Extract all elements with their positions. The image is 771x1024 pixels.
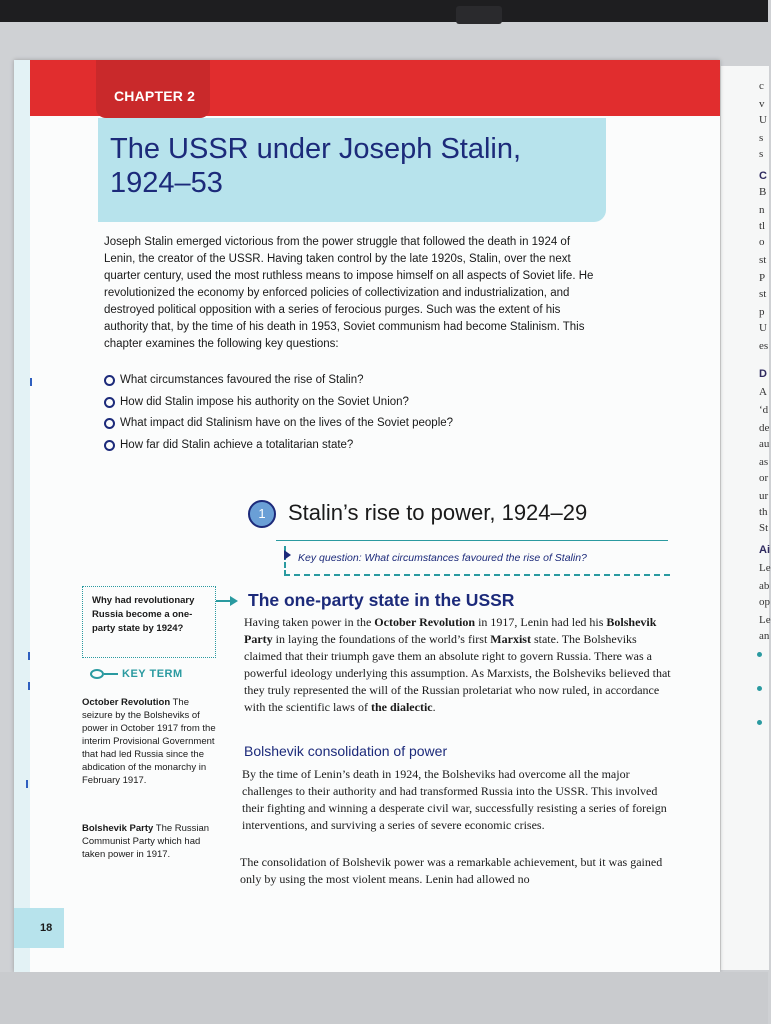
right-page-text-fragment: Le: [759, 614, 771, 626]
chapter-title: The USSR under Joseph Stalin, 1924–53: [110, 133, 522, 199]
table-surface: [0, 972, 768, 1024]
right-page-text-fragment: n: [759, 204, 765, 216]
section-rule: [276, 540, 668, 541]
right-page-text-fragment: ur: [759, 490, 769, 502]
key-term-label: KEY TERM: [122, 668, 183, 680]
right-page-text-fragment: de: [759, 422, 770, 434]
book-page: [14, 60, 720, 972]
paragraph-consolidation: By the time of Lenin’s death in 1924, the Bolsheviks had overcome all the major challenges to their authority and had transformed Russia into the USSR. This involved their fighting and winning a desperate civil war, successfully resisting a series of foreign interventions, and surviving a series of severe economic crises.: [242, 767, 667, 832]
key-question-item: What circumstances favoured the rise of Stalin?: [104, 370, 524, 392]
margin-question: Why had revolutionary Russia become a one-party state by 1924?: [92, 595, 195, 634]
paragraph-consolidation-continued: The consolidation of Bolshevik power was a remarkable achievement, but it was gained only by using the most violent means. Lenin had allowed no: [240, 855, 663, 886]
section-title: Stalin’s rise to power, 1924–29: [288, 500, 588, 525]
glossary-entry: October Revolution The seizure by the Bolsheviks of power in October 1917 from the interim Provisional Government that had led Russia since the abdication of the monarchy in February 1917.: [82, 697, 216, 786]
right-page-text-fragment: ab: [759, 580, 770, 592]
right-page-text-fragment: es: [759, 340, 769, 352]
right-page-text-fragment: D: [759, 368, 767, 380]
key-question-item: How did Stalin impose his authority on the Soviet Union?: [104, 392, 524, 414]
right-page-text-fragment: A: [759, 386, 767, 398]
bullet-dot-icon: [757, 720, 762, 725]
right-page-text-fragment: or: [759, 472, 769, 484]
right-page-text-fragment: an: [759, 630, 770, 642]
book-clip: [456, 6, 502, 24]
right-page-text-fragment: ‘d: [759, 404, 769, 416]
circle-bullet-icon: [104, 375, 115, 386]
right-page-text-fragment: th: [759, 506, 768, 518]
chapter-label: CHAPTER 2: [114, 88, 196, 104]
key-icon-shaft: [104, 673, 118, 675]
circle-bullet-icon: [104, 418, 115, 429]
margin-mark: [30, 378, 32, 386]
key-question-item: How far did Stalin achieve a totalitarian state?: [104, 435, 524, 457]
page-margin-tint: [14, 60, 30, 972]
paragraph-one-party-state: Having taken power in the October Revolution in 1917, Lenin had led his Bolshevik Party in laying the foundations of the world’s first Marxist state. The Bolsheviks claimed that their triumph gave them an absolute right to govern Russia. There was a powerful ideology underlying this assumption. As Marxists, the Bolsheviks believed that they truly represented the will of the Russian proletariat who now ruled, in accordance with the scientific laws of the dialectic.: [244, 615, 671, 714]
arrow-right-icon: [230, 596, 238, 606]
margin-mark: [26, 780, 28, 788]
margin-mark: [28, 682, 30, 690]
key-questions-list: [104, 370, 524, 456]
top-strip: [0, 0, 768, 22]
right-page-text-fragment: Ai: [759, 544, 770, 556]
right-page-text-fragment: v: [759, 98, 765, 110]
right-page-text-fragment: tl: [759, 220, 766, 232]
right-page-text-fragment: Le: [759, 562, 771, 574]
bullet-dot-icon: [757, 652, 762, 657]
key-icon: [90, 669, 104, 679]
circle-bullet-icon: [104, 397, 115, 408]
heading-bolshevik-consolidation: Bolshevik consolidation of power: [244, 743, 448, 759]
section-key-question: Key question: What circumstances favoured the rise of Stalin?: [298, 552, 587, 564]
key-question-item: What impact did Stalinism have on the lives of the Soviet people?: [104, 413, 524, 435]
right-page-text-fragment: s: [759, 132, 764, 144]
right-page-text-fragment: o: [759, 236, 765, 248]
right-page-text-fragment: St: [759, 522, 769, 534]
right-page-text-fragment: C: [759, 170, 767, 182]
arrow-right-icon: [284, 550, 291, 560]
section-number-badge: 1: [248, 500, 276, 528]
glossary-entry: Bolshevik Party The Russian Communist Party which had taken power in 1917.: [82, 823, 210, 860]
key-term-header: [90, 668, 183, 680]
page-number: 18: [40, 922, 53, 934]
right-page-text-fragment: as: [759, 456, 769, 468]
right-page-text-fragment: au: [759, 438, 770, 450]
right-page-text-fragment: c: [759, 80, 764, 92]
right-page-text-fragment: B: [759, 186, 767, 198]
right-page-text-fragment: st: [759, 254, 767, 266]
right-page-text-fragment: U: [759, 114, 767, 126]
right-page-text-fragment: s: [759, 148, 764, 160]
heading-one-party-state: The one-party state in the USSR: [248, 590, 515, 610]
right-page-text-fragment: P: [759, 272, 766, 284]
margin-mark: [28, 652, 30, 660]
right-page-edge: [720, 66, 769, 970]
circle-bullet-icon: [104, 440, 115, 451]
right-page-text-fragment: U: [759, 322, 767, 334]
intro-paragraph: Joseph Stalin emerged victorious from the power struggle that followed the death in 1924 of Lenin, the creator of the USSR. Having taken control by the late 1920s, Stalin, over the next quarter century, used the most ruthless means to impose himself on all aspects of Soviet life. He revolutionized the economy by enforced policies of collectivization and industrialization, and destroyed political opposition with a series of ferocious purges. Such was the extent of his authority that, by the time of his death in 1953, Soviet communism had become Stalinism. This chapter examines the following key questions:: [104, 236, 594, 350]
right-page-text-fragment: op: [759, 596, 770, 608]
right-page-text-fragment: st: [759, 288, 767, 300]
page-number-tab: [14, 908, 64, 948]
bullet-dot-icon: [757, 686, 762, 691]
right-page-text-fragment: p: [759, 306, 765, 318]
